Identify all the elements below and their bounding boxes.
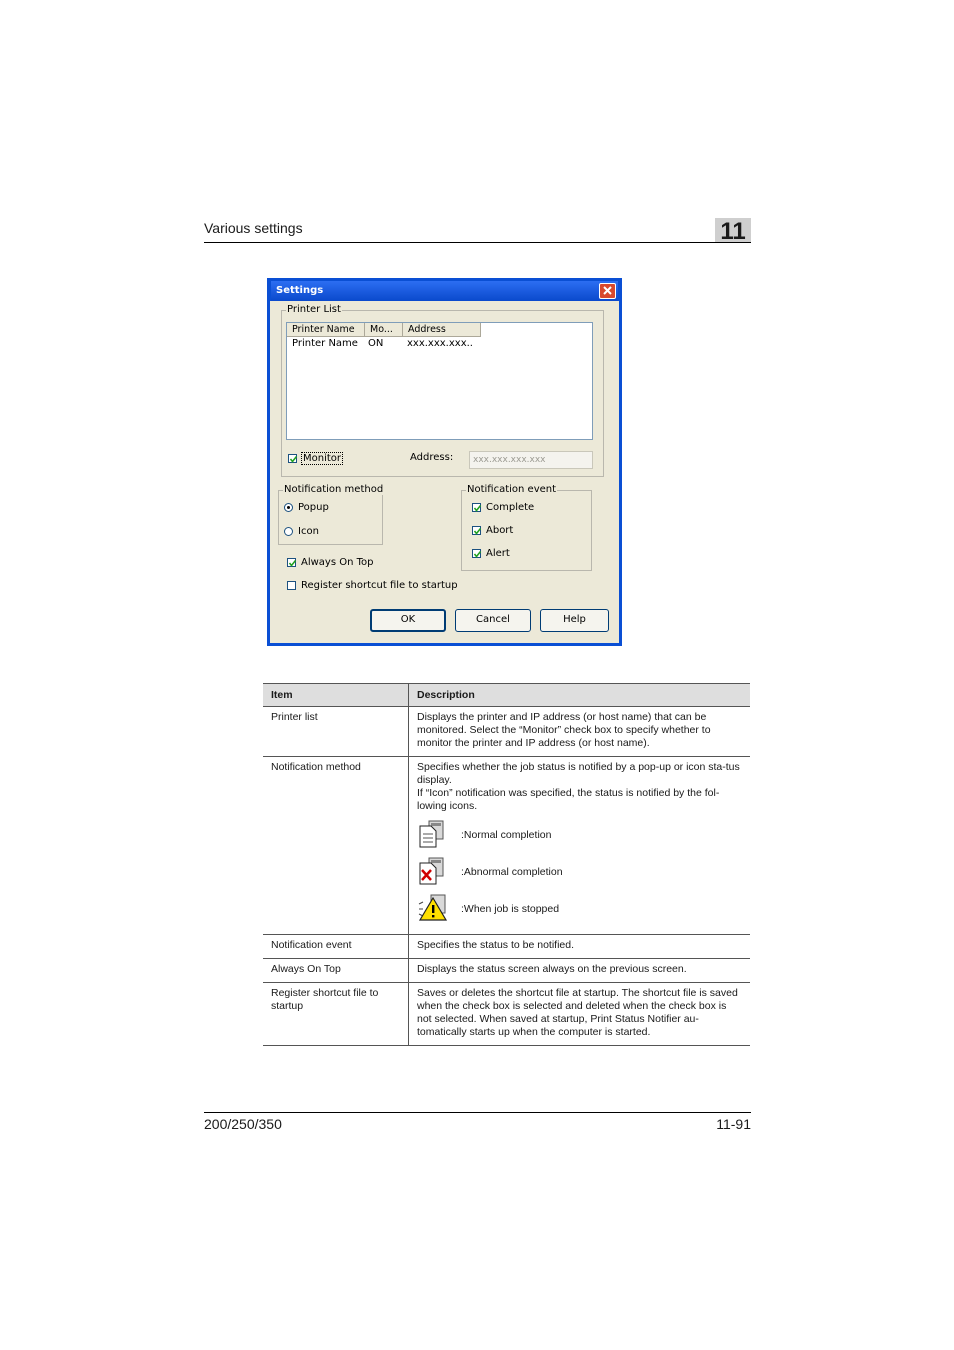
table-row (263, 707, 750, 757)
column-header-address[interactable]: Address (403, 323, 481, 337)
item-cell: Register shortcut file to startup (263, 983, 409, 1046)
dialog-title: Settings (276, 285, 324, 296)
popup-radio[interactable] (284, 503, 293, 512)
register-shortcut-checkbox[interactable] (287, 581, 296, 590)
icon-label: Icon (298, 526, 319, 537)
header-rule (204, 242, 751, 243)
footer-rule (204, 1112, 751, 1113)
item-cell: Notification method (263, 757, 409, 935)
dialog-body (270, 301, 619, 643)
icon-radio[interactable] (284, 527, 293, 536)
column-header-description: Description (409, 684, 751, 707)
settings-description-table (263, 683, 750, 1046)
description-cell: Displays the status screen always on the previous screen. (409, 959, 751, 983)
section-title: Various settings (204, 220, 303, 236)
column-header-monitor[interactable]: Mo... (365, 323, 403, 337)
chapter-number: 11 (715, 218, 751, 242)
cancel-button[interactable]: Cancel (455, 609, 531, 632)
column-header-item: Item (263, 684, 409, 707)
model-number: 200/250/350 (204, 1116, 282, 1132)
alert-checkbox[interactable] (472, 549, 481, 558)
abort-label: Abort (486, 525, 514, 536)
always-on-top-label: Always On Top (301, 557, 374, 568)
description-text: Specifies whether the job status is notified by a pop-up or icon sta-tus display. (417, 761, 740, 786)
description-cell: Displays the printer and IP address (or host name) that can be monitored. Select the “Monitor” check box to specify whether to monitor the printer and IP address (or host name). (409, 707, 751, 757)
alert-label: Alert (486, 548, 510, 559)
monitor-checkbox[interactable] (288, 454, 297, 463)
item-cell: Printer list (263, 707, 409, 757)
help-button[interactable]: Help (540, 609, 609, 632)
table-header-row (263, 684, 750, 707)
abnormal-completion-icon (417, 857, 447, 885)
notification-method-legend: Notification method (284, 484, 384, 495)
complete-checkbox[interactable] (472, 503, 481, 512)
popup-label: Popup (298, 502, 329, 513)
item-cell: Notification event (263, 935, 409, 959)
job-stopped-icon (417, 894, 449, 922)
check-icon (289, 455, 298, 464)
printer-list[interactable] (286, 322, 593, 440)
table-row (263, 959, 750, 983)
check-icon (288, 559, 297, 568)
settings-dialog (267, 278, 622, 646)
icon-legend-row (417, 891, 742, 928)
table-row (263, 935, 750, 959)
address-cell: xxx.xxx.xxx.. (407, 338, 473, 349)
description-cell: Specifies the status to be notified. (409, 935, 751, 959)
icon-legend-row (417, 817, 742, 854)
description-cell: Saves or deletes the shortcut file at startup. The shortcut file is saved when the check box is selected and deleted when the check box is not selected. When saved at startup, Print Status Notifier au-tomatically starts up when the computer is started. (409, 983, 751, 1046)
check-icon (473, 550, 482, 559)
list-item[interactable] (287, 338, 592, 350)
description-text: If “Icon” notification was specified, the status is notified by the fol-lowing icons. (417, 787, 720, 812)
address-field[interactable]: xxx.xxx.xxx.xxx (469, 451, 593, 469)
page-number: 11-91 (716, 1116, 751, 1132)
abort-checkbox[interactable] (472, 526, 481, 535)
register-shortcut-label: Register shortcut file to startup (301, 580, 458, 591)
address-label: Address: (410, 452, 454, 463)
description-cell (409, 757, 751, 935)
monitor-cell: ON (368, 338, 384, 349)
complete-label: Complete (486, 502, 535, 513)
column-header-printer-name[interactable]: Printer Name (287, 323, 365, 337)
dialog-title-bar (271, 281, 618, 301)
check-icon (473, 527, 482, 536)
printer-list-legend: Printer List (287, 304, 341, 315)
close-button[interactable] (599, 283, 616, 299)
printer-name-cell: Printer Name (292, 338, 358, 349)
icon-legend-row (417, 854, 742, 891)
always-on-top-checkbox[interactable] (287, 558, 296, 567)
table-row (263, 983, 750, 1046)
table-row (263, 757, 750, 935)
notification-event-legend: Notification event (467, 484, 557, 495)
icon-label: :Normal completion (461, 829, 552, 841)
ok-button[interactable]: OK (370, 609, 446, 632)
normal-completion-icon (417, 820, 447, 848)
check-icon (473, 504, 482, 513)
icon-label: :Abnormal completion (461, 866, 563, 878)
monitor-label[interactable]: Monitor (303, 453, 342, 464)
icon-label: :When job is stopped (461, 903, 560, 915)
notification-method-group (278, 490, 383, 545)
close-icon (603, 286, 612, 295)
item-cell: Always On Top (263, 959, 409, 983)
